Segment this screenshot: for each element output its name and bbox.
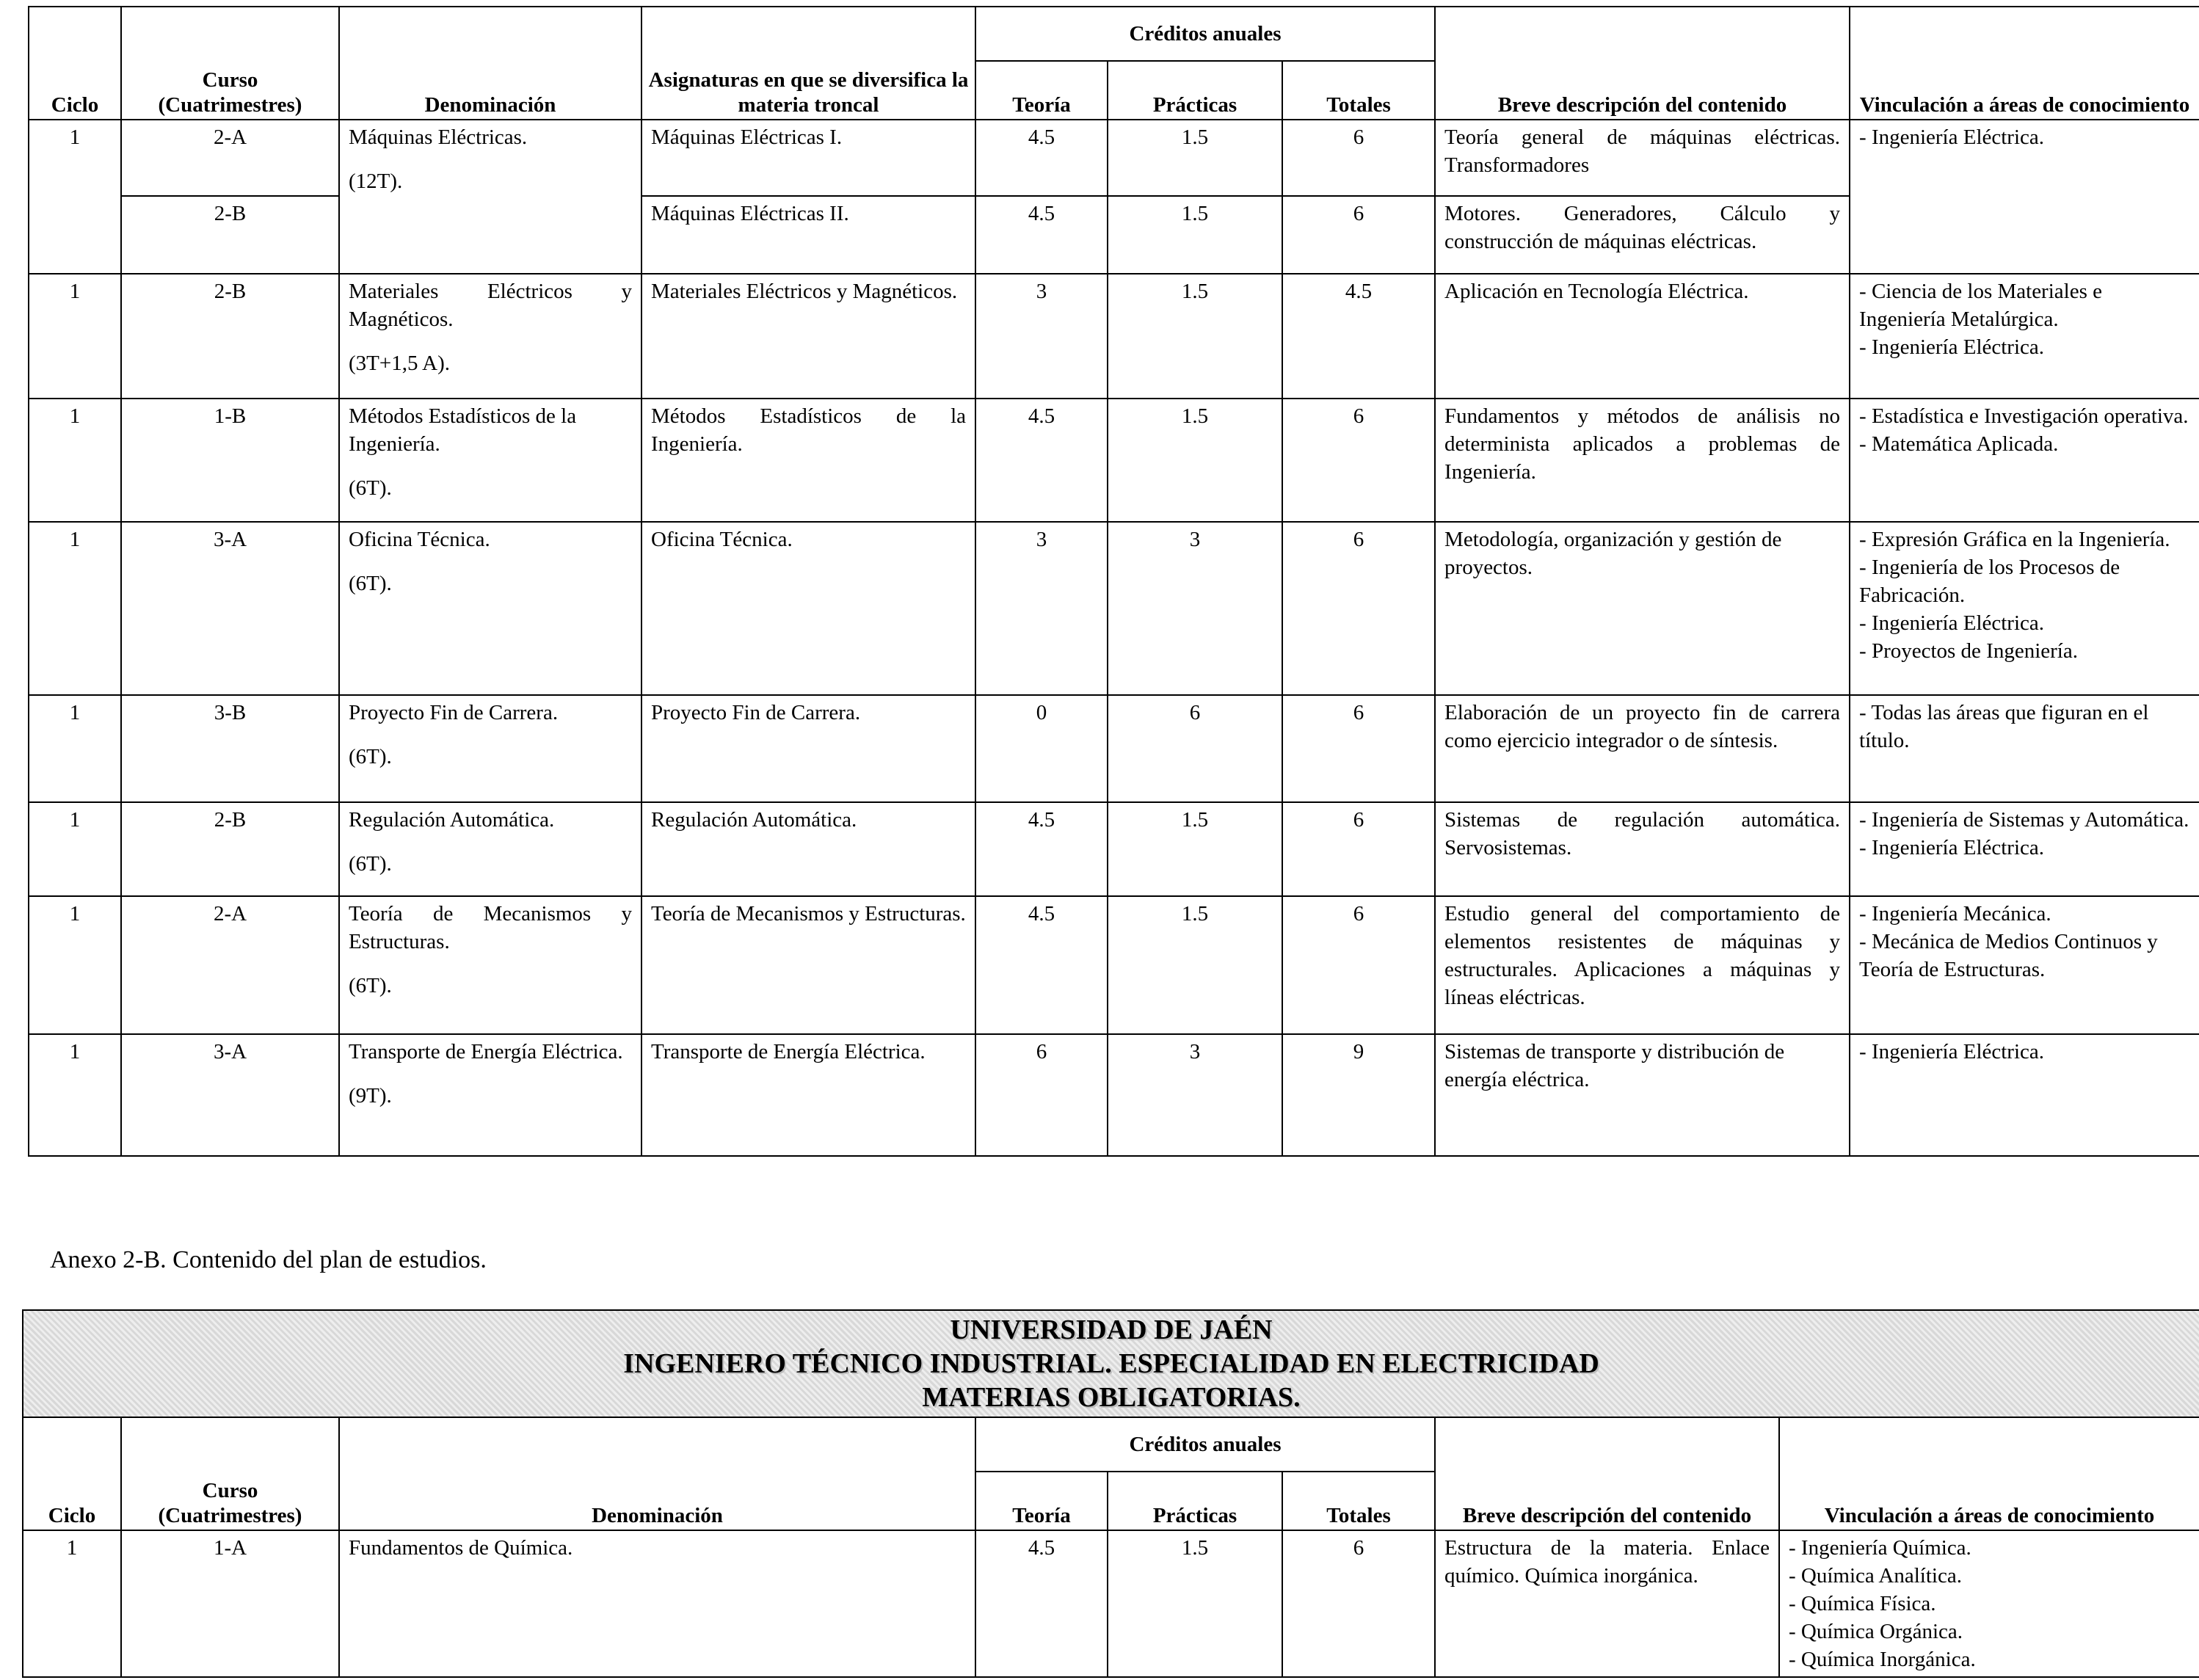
ciclo-cell: 1 [29, 399, 121, 522]
header-vinculacion: Vinculación a áreas de conocimiento [1850, 7, 2199, 120]
header-totales: Totales [1282, 1472, 1435, 1530]
denominacion-cell [339, 522, 641, 695]
denominacion-text: Oficina Técnica. [349, 528, 490, 551]
vinculacion-item: - Ingeniería Mecánica. [1859, 902, 2051, 926]
denominacion-cell: Fundamentos de Química. [339, 1530, 975, 1677]
descripcion-cell: Sistemas de transporte y distribución de energía eléctrica. [1435, 1034, 1850, 1156]
denominacion-text: Proyecto Fin de Carrera. [349, 701, 559, 724]
table-row [29, 120, 2199, 196]
header-creditos: Créditos anuales [975, 1417, 1435, 1472]
denominacion-cell [339, 399, 641, 522]
denominacion-text: Transporte de Energía Eléctrica. [349, 1040, 623, 1063]
vinculacion-item: - Matemática Aplicada. [1859, 432, 2059, 456]
ciclo-cell: 1 [29, 896, 121, 1034]
table-row [29, 274, 2199, 399]
vinculacion-item: - Química Inorgánica. [1789, 1648, 1976, 1671]
header-teoria: Teoría [975, 61, 1108, 120]
table-row [29, 1034, 2199, 1156]
header-descripcion: Breve descripción del contenido [1435, 1417, 1779, 1530]
descripcion-cell: Estructura de la materia. Enlace químico. Química inorgánica. [1435, 1530, 1779, 1677]
table-row [23, 1530, 2199, 1677]
vinculacion-item: - Expresión Gráfica en la Ingeniería. [1859, 528, 2170, 551]
curso-cell: 3-A [121, 522, 339, 695]
creditos-note: (6T). [349, 745, 392, 768]
asignatura-cell: Regulación Automática. [641, 802, 975, 896]
curso-cell: 2-B [121, 274, 339, 399]
teoria-cell: 6 [975, 1034, 1108, 1156]
teoria-cell: 3 [975, 274, 1108, 399]
practicas-cell: 3 [1108, 1034, 1282, 1156]
header-curso: Curso (Cuatrimestres) [121, 7, 339, 120]
table-row [29, 802, 2199, 896]
practicas-cell: 1.5 [1108, 120, 1282, 196]
vinculacion-item: - Ingeniería Eléctrica. [1859, 836, 2045, 859]
teoria-cell: 4.5 [975, 802, 1108, 896]
banner-subjects: MATERIAS OBLIGATORIAS. [922, 1382, 1301, 1413]
totales-cell: 6 [1282, 1530, 1435, 1677]
descripcion-cell: Metodología, organización y gestión de proyectos. [1435, 522, 1850, 695]
asignatura-cell: Materiales Eléctricos y Magnéticos. [641, 274, 975, 399]
vinculacion-item: - Mecánica de Medios Continuos y Teoría de Estructuras. [1859, 930, 2158, 981]
banner-university: UNIVERSIDAD DE JAÉN [950, 1314, 1273, 1345]
header-practicas: Prácticas [1108, 61, 1282, 120]
practicas-cell: 6 [1108, 695, 1282, 802]
practicas-cell: 1.5 [1108, 1530, 1282, 1677]
header-curso: Curso (Cuatrimestres) [121, 1417, 339, 1530]
asignatura-cell: Máquinas Eléctricas II. [641, 196, 975, 274]
vinculacion-item: - Química Orgánica. [1789, 1620, 1963, 1643]
teoria-cell: 0 [975, 695, 1108, 802]
creditos-note: (9T). [349, 1084, 392, 1108]
vinculacion-item: - Todas las áreas que figuran en el título. [1859, 701, 2149, 752]
denominacion-cell [339, 1034, 641, 1156]
descripcion-cell: Teoría general de máquinas eléctricas. Transformadores [1435, 120, 1850, 196]
descripcion-cell: Motores. Generadores, Cálculo y construcción de máquinas eléctricas. [1435, 196, 1850, 274]
troncales-table [28, 6, 2199, 1157]
ciclo-cell: 1 [29, 802, 121, 896]
vinculacion-item: - Química Analítica. [1789, 1564, 1962, 1588]
vinculacion-item: - Estadística e Investigación operativa. [1859, 404, 2189, 428]
denominacion-text: Máquinas Eléctricas. [349, 126, 528, 149]
descripcion-cell: Sistemas de regulación automática. Servosistemas. [1435, 802, 1850, 896]
denominacion-text: Teoría de Mecanismos y Estructuras. [349, 902, 632, 953]
teoria-cell: 3 [975, 522, 1108, 695]
practicas-cell: 1.5 [1108, 274, 1282, 399]
curso-cell: 1-A [121, 1530, 339, 1677]
ciclo-cell: 1 [29, 522, 121, 695]
practicas-cell: 1.5 [1108, 802, 1282, 896]
header-practicas: Prácticas [1108, 1472, 1282, 1530]
vinculacion-cell [1850, 695, 2199, 802]
totales-cell: 4.5 [1282, 274, 1435, 399]
creditos-note: (6T). [349, 852, 392, 876]
vinculacion-cell [1779, 1530, 2199, 1677]
vinculacion-item: - Ingeniería Química. [1789, 1536, 1971, 1560]
table-row [29, 695, 2199, 802]
vinculacion-cell [1850, 802, 2199, 896]
vinculacion-cell [1850, 399, 2199, 522]
descripcion-cell: Aplicación en Tecnología Eléctrica. [1435, 274, 1850, 399]
vinculacion-item: - Ingeniería Eléctrica. [1859, 1040, 2045, 1063]
table-row [29, 522, 2199, 695]
banner-degree: INGENIERO TÉCNICO INDUSTRIAL. ESPECIALIDAD EN ELECTRICIDAD [623, 1348, 1599, 1379]
obligatorias-table [22, 1309, 2199, 1678]
annex-caption: Anexo 2-B. Contenido del plan de estudios. [50, 1246, 487, 1273]
vinculacion-item: - Química Física. [1789, 1592, 1936, 1615]
ciclo-cell: 1 [23, 1530, 121, 1677]
totales-cell: 6 [1282, 120, 1435, 196]
teoria-cell: 4.5 [975, 896, 1108, 1034]
header-ciclo: Ciclo [29, 7, 121, 120]
curso-cell: 3-A [121, 1034, 339, 1156]
vinculacion-cell [1850, 522, 2199, 695]
curso-cell: 2-B [121, 802, 339, 896]
denominacion-cell [339, 695, 641, 802]
descripcion-cell: Estudio general del comportamiento de elementos resistentes de máquinas y estructurales. Aplicaciones a máquinas y líneas eléctricas. [1435, 896, 1850, 1034]
header-denominacion: Denominación [339, 7, 641, 120]
creditos-note: (12T). [349, 170, 403, 193]
curso-cell: 2-B [121, 196, 339, 274]
header-descripcion: Breve descripción del contenido [1435, 7, 1850, 120]
vinculacion-item: - Ingeniería Eléctrica. [1859, 126, 2045, 149]
creditos-note: (6T). [349, 974, 392, 997]
teoria-cell: 4.5 [975, 120, 1108, 196]
totales-cell: 6 [1282, 695, 1435, 802]
vinculacion-item: - Proyectos de Ingeniería. [1859, 639, 2078, 663]
vinculacion-cell [1850, 896, 2199, 1034]
denominacion-cell [339, 802, 641, 896]
creditos-note: (6T). [349, 476, 392, 500]
totales-cell: 6 [1282, 896, 1435, 1034]
ciclo-cell: 1 [29, 120, 121, 274]
practicas-cell: 1.5 [1108, 896, 1282, 1034]
practicas-cell: 3 [1108, 522, 1282, 695]
practicas-cell: 1.5 [1108, 399, 1282, 522]
totales-cell: 6 [1282, 802, 1435, 896]
curso-cell: 1-B [121, 399, 339, 522]
asignatura-cell: Transporte de Energía Eléctrica. [641, 1034, 975, 1156]
ciclo-cell: 1 [29, 1034, 121, 1156]
asignatura-cell: Oficina Técnica. [641, 522, 975, 695]
header-denominacion: Denominación [339, 1417, 975, 1530]
header-vinculacion: Vinculación a áreas de conocimiento [1779, 1417, 2199, 1530]
asignatura-cell: Métodos Estadísticos de la Ingeniería. [641, 399, 975, 522]
asignatura-cell: Proyecto Fin de Carrera. [641, 695, 975, 802]
totales-cell: 6 [1282, 399, 1435, 522]
totales-cell: 9 [1282, 1034, 1435, 1156]
header-ciclo: Ciclo [23, 1417, 121, 1530]
descripcion-cell: Fundamentos y métodos de análisis no determinista aplicados a problemas de Ingeniería. [1435, 399, 1850, 522]
header-asignaturas: Asignaturas en que se diversifica la materia troncal [641, 7, 975, 120]
totales-cell: 6 [1282, 196, 1435, 274]
creditos-note: (3T+1,5 A). [349, 352, 450, 375]
denominacion-text: Métodos Estadísticos de la Ingeniería. [349, 404, 577, 456]
totales-cell: 6 [1282, 522, 1435, 695]
header-creditos: Créditos anuales [975, 7, 1435, 61]
vinculacion-cell [1850, 1034, 2199, 1156]
curso-cell: 3-B [121, 695, 339, 802]
vinculacion-item: - Ciencia de los Materiales e Ingeniería Metalúrgica. [1859, 280, 2102, 331]
practicas-cell: 1.5 [1108, 196, 1282, 274]
vinculacion-item: - Ingeniería de Sistemas y Automática. [1859, 808, 2189, 832]
denominacion-cell [339, 274, 641, 399]
teoria-cell: 4.5 [975, 399, 1108, 522]
curso-cell: 2-A [121, 120, 339, 196]
header-totales: Totales [1282, 61, 1435, 120]
vinculacion-item: - Ingeniería de los Procesos de Fabricación. [1859, 556, 2120, 607]
ciclo-cell: 1 [29, 274, 121, 399]
table-row [29, 399, 2199, 522]
denominacion-text: Materiales Eléctricos y Magnéticos. [349, 280, 632, 331]
table-row [29, 896, 2199, 1034]
denominacion-text: Regulación Automática. [349, 808, 555, 832]
asignatura-cell: Teoría de Mecanismos y Estructuras. [641, 896, 975, 1034]
vinculacion-cell [1850, 274, 2199, 399]
descripcion-cell: Elaboración de un proyecto fin de carrera como ejercicio integrador o de síntesis. [1435, 695, 1850, 802]
creditos-note: (6T). [349, 572, 392, 595]
curso-cell: 2-A [121, 896, 339, 1034]
header-teoria: Teoría [975, 1472, 1108, 1530]
ciclo-cell: 1 [29, 695, 121, 802]
teoria-cell: 4.5 [975, 1530, 1108, 1677]
denominacion-cell [339, 896, 641, 1034]
asignatura-cell: Máquinas Eléctricas I. [641, 120, 975, 196]
teoria-cell: 4.5 [975, 196, 1108, 274]
document-banner [23, 1310, 2199, 1417]
vinculacion-item: - Ingeniería Eléctrica. [1859, 611, 2045, 635]
vinculacion-cell [1850, 120, 2199, 274]
vinculacion-item: - Ingeniería Eléctrica. [1859, 335, 2045, 359]
denominacion-cell [339, 120, 641, 274]
